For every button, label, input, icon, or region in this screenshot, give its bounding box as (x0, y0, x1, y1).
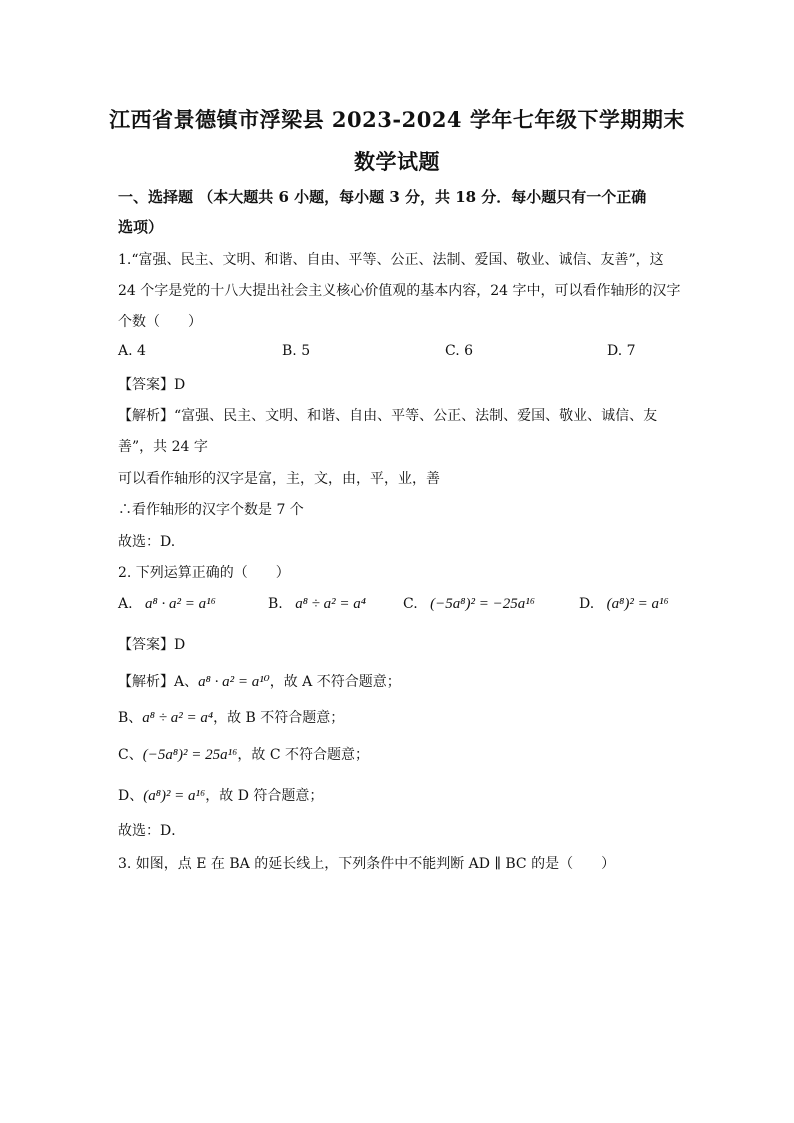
q2-analysis-b-prefix: B、 (118, 710, 143, 726)
q2-analysis-b-expr: a⁸ ÷ a² = a⁴ (142, 710, 214, 726)
q1-analysis-3: 可以看作轴形的汉字是富，主，文，由，平，业，善 (118, 471, 440, 487)
q1-analysis-1: 【解析】“富强、民主、文明、和谐、自由、平等、公正、法制、爱国、敬业、诚信、友 (118, 408, 658, 424)
q1-stem-end: 个数（ ） (118, 314, 202, 330)
q2-analysis-d (118, 785, 323, 805)
q1-stem: 1.“富强、民主、文明、和谐、自由、平等、公正、法制、爱国、敬业、诚信、友善”，这 (118, 252, 664, 268)
q2-analysis-b-suffix: ，故 B 不符合题意； (213, 710, 345, 726)
q1-option-b: B. 5 (282, 343, 311, 359)
q2-analysis-c (118, 744, 369, 764)
q2-option-d (579, 596, 669, 613)
q1-stem-cont: 24 个字是党的十八大提出社会主义核心价值观的基本内容，24 字中，可以看作轴形的汉字 (118, 283, 681, 299)
q1-analysis-4: ∴看作轴形的汉字个数是 7 个 (118, 502, 304, 518)
q2-option-a (118, 596, 216, 613)
q2-option-b (268, 596, 366, 613)
q2-analysis-d-suffix: ，故 D 符合题意； (205, 788, 324, 804)
q2-option-a-expr: a⁸ · a² = a¹⁶ (145, 596, 216, 612)
q2-analysis-a-expr: a⁸ · a² = a¹⁰ (198, 674, 270, 690)
q2-analysis-a (118, 671, 401, 691)
document-title-line1: 江西省景德镇市浮梁县 2023-2024 学年七年级下学期期末 (109, 107, 685, 132)
q1-analysis-2: 善”，共 24 字 (118, 439, 208, 455)
q2-option-c-expr: (−5a⁸)² = −25a¹⁶ (430, 596, 535, 612)
q2-analysis-a-suffix: ，故 A 不符合题意； (269, 674, 401, 690)
q2-analysis-d-expr: (a⁸)² = a¹⁶ (143, 788, 206, 804)
q2-stem: 2. 下列运算正确的（ ） (118, 565, 290, 581)
q2-conclusion: 故选：D． (118, 823, 186, 839)
q1-option-c: C. 6 (445, 343, 474, 359)
q2-option-b-expr: a⁸ ÷ a² = a⁴ (295, 596, 366, 612)
q2-option-b-label: B. (268, 596, 283, 612)
q2-analysis-c-prefix: C、 (118, 747, 143, 763)
q2-option-d-label: D. (579, 596, 595, 612)
q2-analysis-b (118, 707, 344, 727)
q2-option-d-expr: (a⁸)² = a¹⁶ (606, 596, 669, 612)
q2-answer: 【答案】D (118, 637, 186, 653)
q2-option-c (403, 596, 535, 613)
document-title-line2: 数学试题 (354, 149, 440, 174)
section-heading: 一、选择题 （本大题共 6 小题，每小题 3 分，共 18 分．每小题只有一个正确 (118, 188, 647, 206)
q1-answer: 【答案】D (118, 377, 186, 393)
q2-analysis-c-expr: (−5a⁸)² = 25a¹⁶ (142, 747, 238, 763)
q2-option-a-label: A. (118, 596, 133, 612)
q2-option-c-label: C. (403, 596, 418, 612)
q1-option-d: D. 7 (607, 343, 636, 359)
q1-option-a: A. 4 (118, 343, 146, 359)
q3-stem: 3. 如图，点 E 在 BA 的延长线上，下列条件中不能判断 AD ∥ BC 的是（ ） (118, 856, 616, 872)
q2-analysis-a-prefix: 【解析】A、 (118, 674, 199, 690)
q2-analysis-d-prefix: D、 (118, 788, 144, 804)
q1-analysis-5: 故选：D. (118, 534, 176, 550)
q2-analysis-c-suffix: ，故 C 不符合题意； (237, 747, 370, 763)
section-heading-cont: 选项） (118, 218, 164, 236)
